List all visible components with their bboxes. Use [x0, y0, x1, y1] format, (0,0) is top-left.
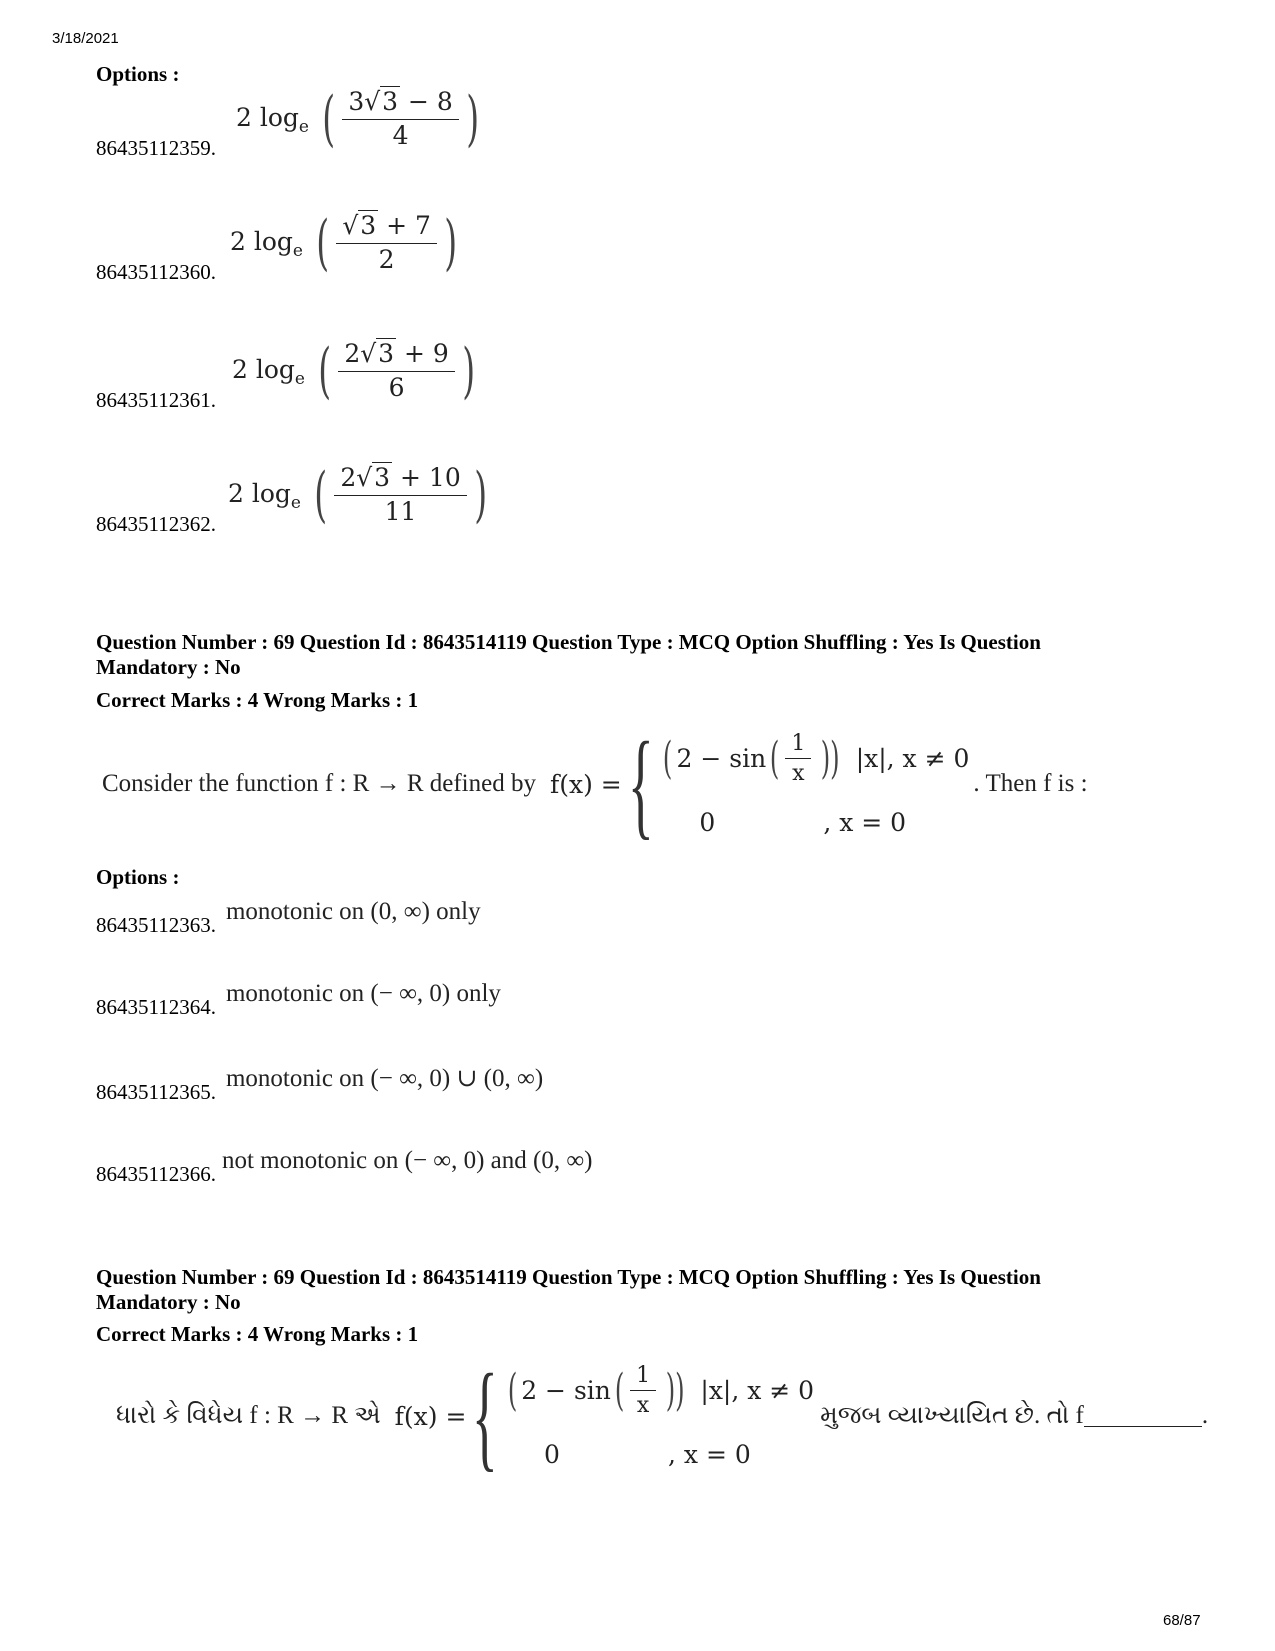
option-text: monotonic on (− ∞, 0) only — [225, 980, 501, 1007]
option-text: monotonic on (0, ∞) only — [225, 898, 481, 925]
option-id: 86435112365. — [96, 1080, 216, 1104]
case-2: 0 , x = 0 — [699, 808, 907, 838]
case-1: ( 2 − sin ( $\frac{1}{x}$ )) |x|, x ≠ 0 — [663, 730, 970, 786]
option-id: 86435112361. — [96, 387, 216, 412]
question-meta-line1: Question Number : 69 Question Id : 8643514119 Question Type : MCQ Option Shuffling : Yes Is Question — [96, 630, 1041, 654]
option-86435112362 — [96, 460, 492, 537]
option-id: 86435112359. — [96, 135, 216, 160]
question-end: . — [1201, 1402, 1209, 1429]
question-tail: . Then f is : — [973, 770, 1088, 797]
question-meta-line1: Question Number : 69 Question Id : 8643514119 Question Type : MCQ Option Shuffling : Yes Is Question — [96, 1265, 1041, 1289]
question-meta-line2: Mandatory : No — [96, 1290, 241, 1314]
option-86435112364 — [96, 980, 501, 1020]
case-1: ( 2 − sin ( $\frac{1}{x}$ )) |x|, x ≠ 0 — [507, 1362, 815, 1418]
options-label: Options : — [96, 865, 180, 889]
question-tail: મુજબ વ્યાખ્યાયિત છે. તો f — [820, 1402, 1084, 1429]
fx-label: f(x) = — [394, 1401, 467, 1431]
print-date: 3/18/2021 — [52, 30, 119, 47]
option-86435112360 — [96, 208, 462, 285]
option-86435112365 — [96, 1065, 544, 1105]
option-86435112363 — [96, 898, 481, 938]
option-86435112361 — [96, 336, 480, 413]
question-text — [102, 717, 1088, 850]
option-formula: 2 $\log_e$ ( $\frac{2√3 + 10}{11}$ ) — [227, 460, 487, 531]
options-label: Options : — [96, 62, 180, 86]
question-marks: Correct Marks : 4 Wrong Marks : 1 — [96, 688, 419, 712]
question-marks: Correct Marks : 4 Wrong Marks : 1 — [96, 1322, 419, 1346]
case-2: 0 , x = 0 — [544, 1440, 751, 1470]
question-stem: ધારો કે વિધેય f : R → R એ — [116, 1402, 381, 1429]
piecewise-cases — [504, 1363, 814, 1470]
page-number: 68/87 — [1163, 1612, 1201, 1629]
piecewise-cases — [659, 731, 969, 838]
fx-label: f(x) = — [549, 769, 622, 799]
option-id: 86435112360. — [96, 259, 216, 284]
question-meta-line2: Mandatory : No — [96, 655, 241, 679]
option-formula: 2 $\log_e$ ( $\frac{3√3 - 8}{4}$ ) — [235, 84, 479, 155]
question-text-gujarati — [116, 1349, 1209, 1482]
option-id: 86435112362. — [96, 511, 216, 536]
option-86435112366 — [96, 1147, 593, 1187]
option-formula: 2 $\log_e$ ( $\frac{√3 + 7}{2}$ ) — [229, 208, 458, 279]
question-stem: Consider the function f : R → R defined by — [102, 770, 536, 797]
option-id: 86435112363. — [96, 913, 216, 937]
left-brace: { — [627, 717, 654, 850]
option-text: not monotonic on (− ∞, 0) and (0, ∞) — [221, 1147, 593, 1174]
option-id: 86435112366. — [96, 1162, 216, 1186]
answer-blank — [1084, 1406, 1202, 1427]
option-text: monotonic on (− ∞, 0) ∪ (0, ∞) — [225, 1065, 544, 1092]
option-id: 86435112364. — [96, 995, 216, 1019]
left-brace: { — [472, 1349, 499, 1482]
option-86435112359 — [96, 84, 484, 161]
option-formula: 2 $\log_e$ ( $\frac{2√3 + 9}{6}$ ) — [231, 336, 475, 407]
